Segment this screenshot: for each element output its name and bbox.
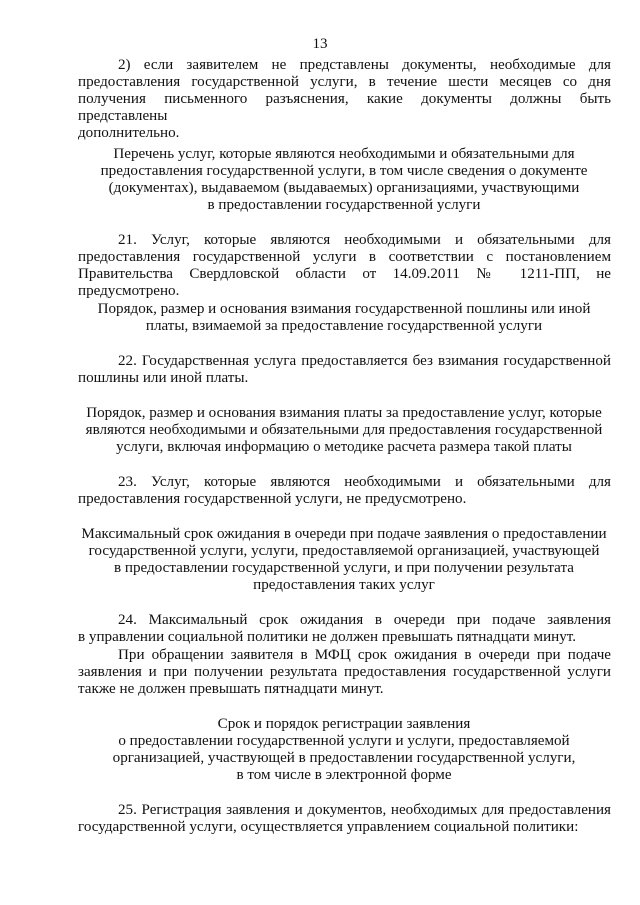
text-line: 25. Регистрация заявления и документов, необходимых для предоставления (118, 802, 611, 818)
text-line: предоставления государственной услуги в соответствии с постановлением (78, 249, 611, 265)
heading-line: Порядок, размер и основания взимания государственной пошлины или иной (97, 301, 591, 317)
text-line: 24. Максимальный срок ожидания в очереди при подаче заявления (118, 612, 611, 628)
heading-line: о предоставлении государственной услуги и услуги, предоставляемой (118, 733, 570, 749)
section-heading-services-list (70, 146, 618, 214)
heading-line: Максимальный срок ожидания в очереди при подаче заявления о предоставлении (81, 526, 607, 542)
paragraph-25 (78, 802, 611, 836)
text-line: пошлины или иной платы. (78, 370, 249, 386)
heading-line: (документах), выдаваемом (выдаваемых) организациями, участвующими (108, 180, 580, 196)
text-line: 23. Услуг, которые являются необходимыми и обязательными для (118, 474, 611, 490)
heading-line: организацией, участвующей в предоставлении государственной услуги, (112, 750, 576, 766)
heading-line: Перечень услуг, которые являются необходимыми и обязательными для (113, 146, 575, 162)
text-line: Правительства Свердловской области от 14.09.2011 № 1211-ПП, не предусмотрено. (78, 266, 611, 299)
section-heading-service-fees (70, 405, 618, 456)
page-number: 13 (312, 36, 328, 52)
heading-line: платы, взимаемой за предоставление государственной услуги (145, 318, 543, 334)
paragraph-21 (78, 232, 611, 300)
heading-line: государственной услуги, услуги, предоставляемой организацией, участвующей (88, 543, 600, 559)
heading-line: в предоставлении государственной услуги, и при получении результата (114, 560, 574, 576)
heading-line: предоставления государственной услуги, в том числе сведения о документе (100, 163, 588, 179)
section-heading-registration (70, 716, 618, 784)
heading-line: Порядок, размер и основания взимания платы за предоставление услуг, которые (86, 405, 602, 421)
text-line: дополнительно. (78, 125, 180, 141)
section-heading-state-fee (70, 301, 618, 335)
heading-line: предоставления таких услуг (253, 577, 435, 593)
heading-line: Срок и порядок регистрации заявления (217, 716, 471, 732)
heading-line: услуги, включая информацию о методике расчета размера такой платы (116, 439, 572, 455)
text-line: предоставления государственной услуги, не предусмотрено. (78, 491, 467, 507)
text-line: в управлении социальной политики не должен превышать пятнадцати минут. (78, 629, 577, 645)
text-line: предоставления государственной услуги, в течение шести месяцев со дня (78, 74, 611, 90)
text-line: государственной услуги, осуществляется управлением социальной политики: (78, 819, 579, 835)
paragraph-24 (78, 612, 611, 646)
text-line: также не должен превышать пятнадцати минут. (78, 681, 384, 697)
text-line: получения письменного разъяснения, какие документы должны быть представлены (78, 91, 611, 124)
heading-line: в предоставлении государственной услуги (207, 197, 481, 213)
text-line: 21. Услуг, которые являются необходимыми и обязательными для (118, 232, 611, 248)
text-line: При обращении заявителя в МФЦ срок ожидания в очереди при подаче (118, 647, 611, 663)
paragraph-2 (78, 57, 611, 142)
section-heading-queue-time (70, 526, 618, 594)
paragraph-24-mfc (78, 647, 611, 698)
heading-line: в том числе в электронной форме (236, 767, 452, 783)
text-line: 2) если заявителем не представлены документы, необходимые для (118, 57, 611, 73)
paragraph-23 (78, 474, 611, 508)
text-line: 22. Государственная услуга предоставляется без взимания государственной (118, 353, 611, 369)
heading-line: являются необходимыми и обязательными для предоставления государственной (85, 422, 603, 438)
text-line: заявления и при получении результата предоставления государственной услуги (78, 664, 611, 680)
paragraph-22 (78, 353, 611, 387)
